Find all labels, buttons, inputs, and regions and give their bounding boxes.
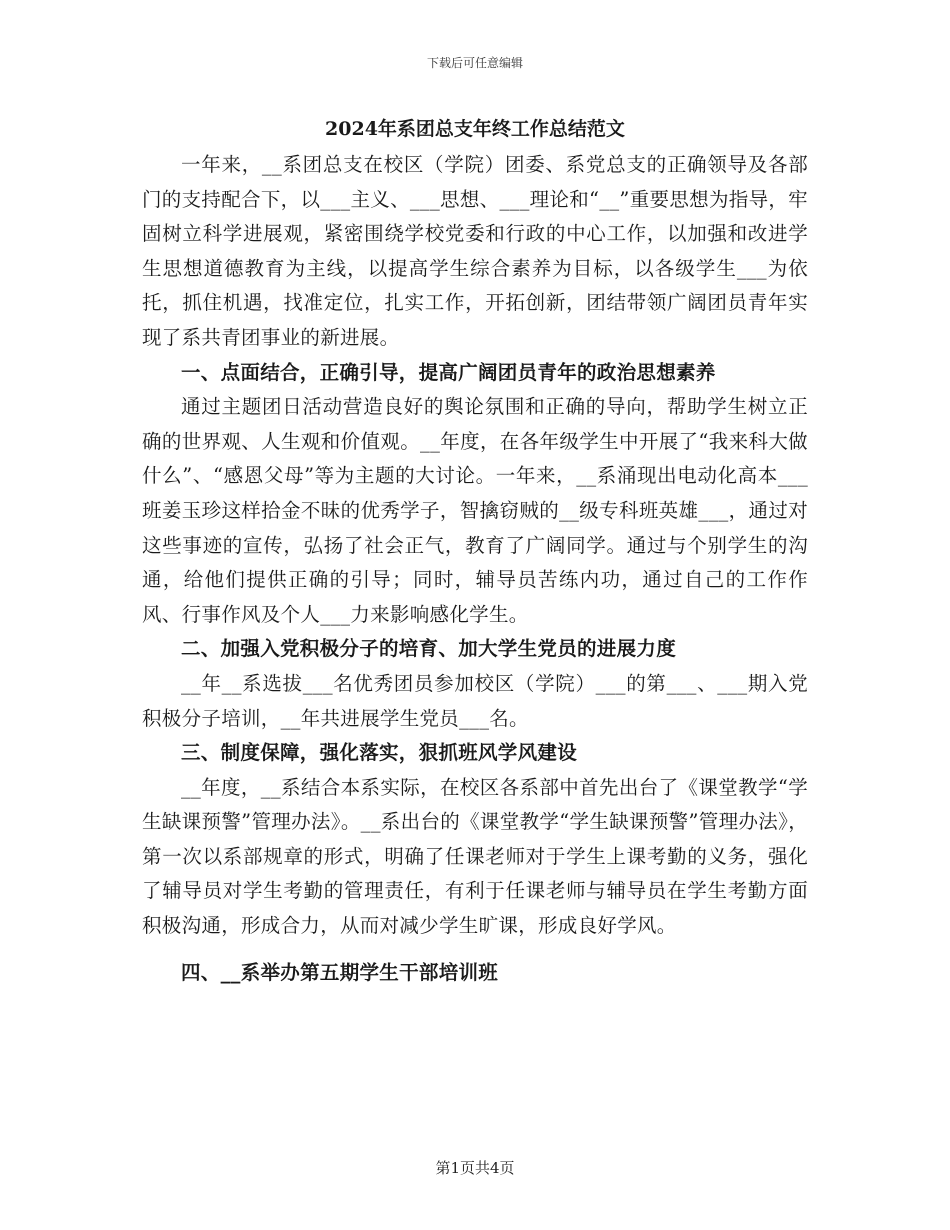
section-1-heading: 一、点面结合，正确引导，提高广阔团员青年的政治思想素养 [181,360,716,384]
document-title: 2024年系团总支年终工作总结范文 [325,118,625,140]
section-2-body: __年__系选拔___名优秀团员参加校区（学院）___的第___、___期入党积极分子培训，__年共进展学生党员___名。 [142,671,808,730]
section-3-body: __年度，__系结合本系实际，在校区各系部中首先出台了《课堂教学“学生缺课预警”管理办法》。__系出台的《课堂教学“学生缺课预警”管理办法》，第一次以系部规章的形式，明确了任课老师对于学生上课考勤的义务，强化了辅导员对学生考勤的管理责任，有利于任课老师与辅导员在学生考勤方面积极沟通，形成合力，从而对减少学生旷课，形成良好学风。 [142,775,808,938]
section-1-body: 通过主题团日活动营造良好的舆论氛围和正确的导向，帮助学生树立正确的世界观、人生观和价值观。__年度，在各年级学生中开展了“我来科大做什么”、“感恩父母”等为主题的大讨论。一年来，__系涌现出电动化高本___班姜玉珍这样拾金不昧的优秀学子，智擒窃贼的__级专科班英雄___，通过对这些事迹的宣传，弘扬了社会正气，教育了广阔同学。通过与个别学生的沟通，给他们提供正确的引导；同时，辅导员苦练内功，通过自己的工作作风、行事作风及个人___力来影响感化学生。 [142,395,808,626]
section-4-heading: 四、__系举办第五期学生干部培训班 [181,960,499,984]
section-2-heading: 二、加强入党积极分子的培育、加大学生党员的进展力度 [181,637,677,661]
section-3-heading: 三、制度保障，强化落实，狠抓班风学风建设 [181,741,578,765]
page-header-note: 下载后可任意编辑 [426,56,523,70]
document-body [142,112,808,990]
page-footer-number: 第1页共4页 [435,1159,515,1177]
intro-paragraph: 一年来，__系团总支在校区（学院）团委、系党总支的正确领导及各部门的支持配合下，以___主义、___思想、___理论和“__”重要思想为指导，牢固树立科学进展观，紧密围绕学校党委和行政的中心工作，以加强和改进学生思想道德教育为主线，以提高学生综合素养为目标，以各级学生___为依托，抓住机遇，找准定位，扎实工作，开拓创新，团结带领广阔团员青年实现了系共青团事业的新进展。 [142,153,808,349]
